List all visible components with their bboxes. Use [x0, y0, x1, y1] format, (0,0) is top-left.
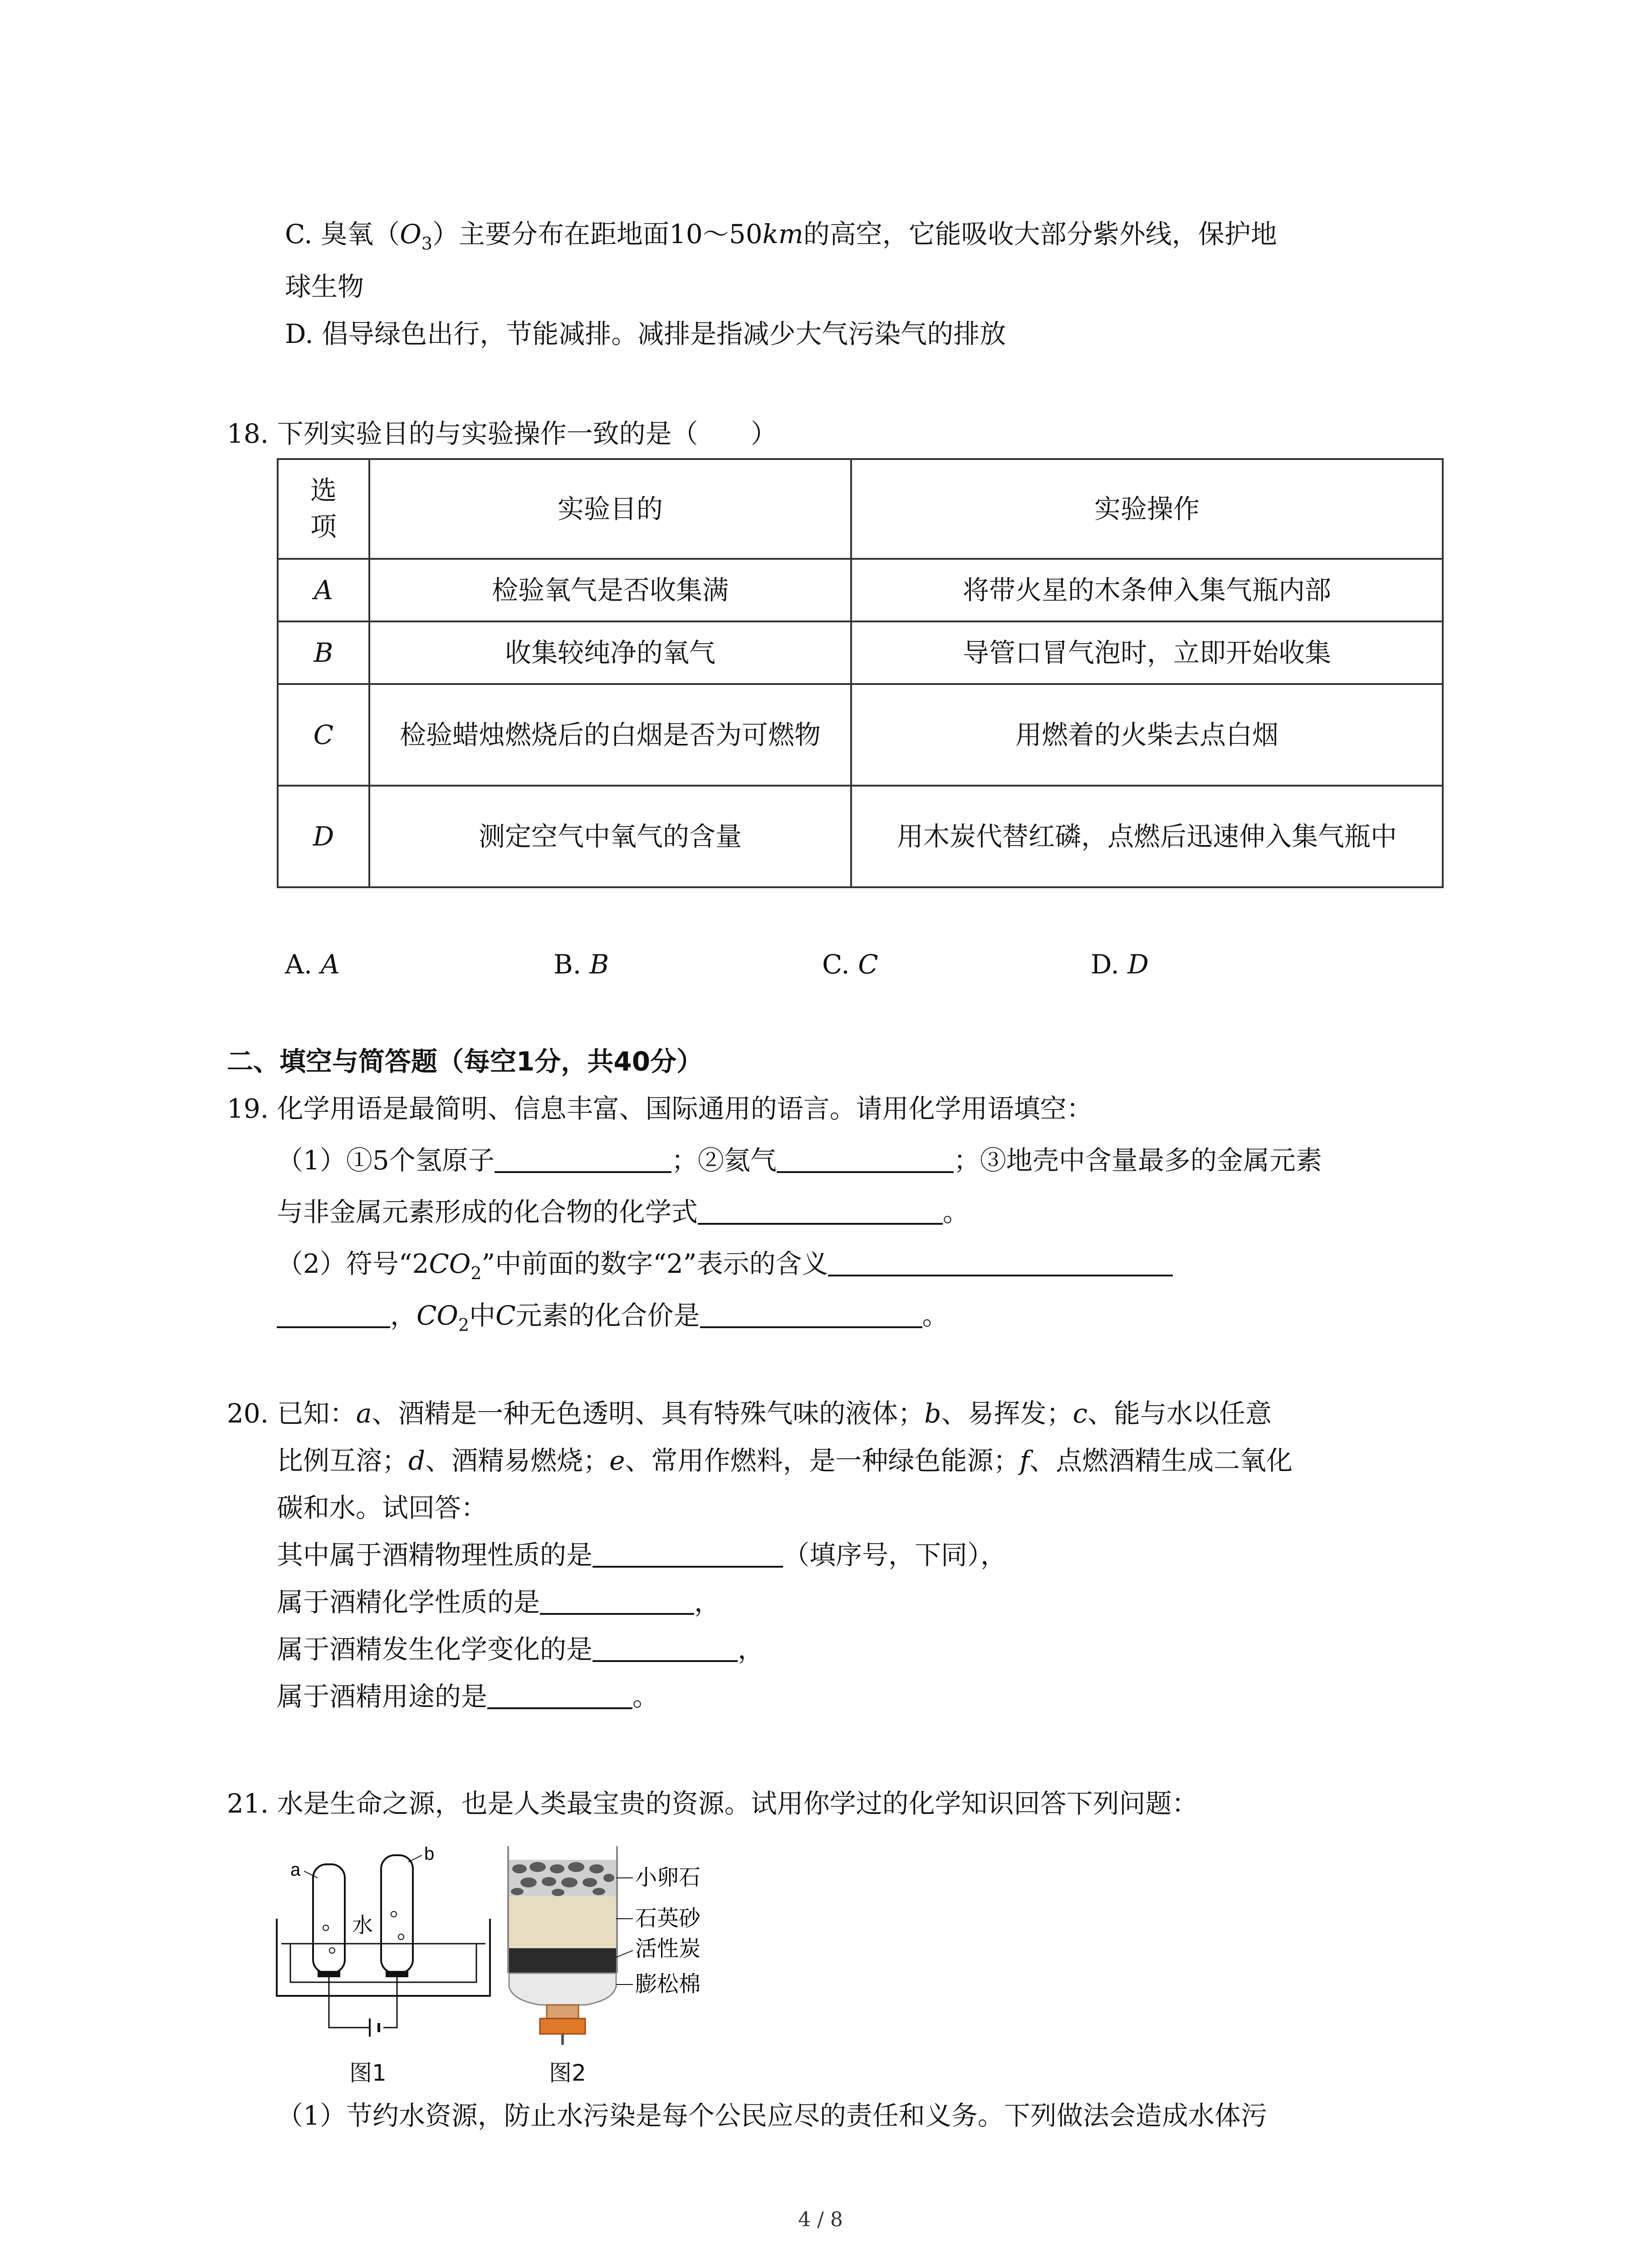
text: f [1019, 1445, 1029, 1476]
row-purpose: 测定空气中氧气的含量 [369, 786, 851, 887]
label-b: b [424, 1846, 435, 1864]
leader-line [408, 1855, 422, 1862]
text: 其中属于酒精物理性质的是 [277, 1540, 593, 1570]
text: ”中前面的数字“2”表示的含义 [481, 1248, 828, 1279]
row-purpose: 检验氧气是否收集满 [369, 559, 851, 621]
text: 中 [469, 1300, 496, 1331]
row-purpose: 收集较纯净的氧气 [369, 621, 851, 684]
answer-blank[interactable] [698, 1198, 943, 1225]
sand-layer [509, 1896, 616, 1948]
text: 、点燃酒精生成二氧化 [1029, 1445, 1293, 1476]
label-pebbles: 小卵石 [635, 1866, 701, 1890]
text: 、酒精易燃烧； [425, 1445, 610, 1476]
row-purpose: 检验蜡烛燃烧后的白烟是否为可燃物 [369, 684, 851, 786]
answer-blank[interactable] [777, 1147, 954, 1173]
carbon-layer [509, 1948, 616, 1973]
answer-blank[interactable] [828, 1250, 1173, 1276]
row-operation: 用木炭代替红磷，点燃后迅速伸入集气瓶中 [851, 786, 1443, 887]
q20-line5 [277, 1586, 720, 1618]
text: 、易挥发； [941, 1398, 1073, 1429]
text: ， [694, 1587, 721, 1618]
row-operation: 将带火星的木条伸入集气瓶内部 [851, 559, 1443, 621]
text: 与非金属元素形成的化合物的化学式 [277, 1197, 698, 1227]
label-a: a [290, 1860, 301, 1880]
cotton-layer [509, 1973, 616, 2005]
row-operation: 导管口冒气泡时，立即开始收集 [851, 621, 1443, 684]
text: 、常用作燃料，是一种绿色能源； [625, 1445, 1020, 1476]
text: 。 [943, 1197, 970, 1227]
table-row [278, 684, 1443, 786]
q20-line1 [227, 1397, 1272, 1430]
q20-line6 [277, 1633, 764, 1666]
text: （1）①5个氢原子 [277, 1145, 495, 1176]
text: B. [554, 949, 582, 980]
header-purpose: 实验目的 [369, 459, 851, 559]
bubble [391, 1911, 397, 1917]
q19-part1-line2 [277, 1196, 969, 1228]
bottle-cap [547, 2005, 578, 2019]
bubble [323, 1925, 328, 1931]
q19-part1-line1 [277, 1144, 1322, 1177]
text: km [762, 219, 803, 249]
text: 的高空，它能吸收大部分紫外线，保护地 [803, 219, 1277, 249]
table-header-row [278, 459, 1443, 559]
bubble [398, 1934, 404, 1940]
q19-part2-line2 [277, 1299, 949, 1341]
q17-option-c-line1 [285, 218, 1277, 260]
answer-blank[interactable] [540, 1589, 694, 1615]
text: ， [390, 1300, 417, 1331]
q18-choice-b[interactable] [554, 948, 609, 981]
row-option: B [278, 621, 369, 684]
text: B [589, 949, 609, 980]
header-option [278, 459, 369, 559]
text: ；②氦气 [671, 1145, 777, 1176]
text: 属于酒精发生化学变化的是 [277, 1634, 593, 1665]
text: ；③地壳中含量最多的金属元素 [953, 1145, 1322, 1176]
text: C [495, 1300, 516, 1331]
text: a [356, 1398, 372, 1429]
tube-a [313, 1864, 345, 1973]
text: 属于酒精化学性质的是 [277, 1587, 540, 1618]
electrolysis-figure [272, 1846, 499, 2046]
table-row [278, 621, 1443, 684]
text: b [924, 1398, 941, 1429]
row-option: A [278, 559, 369, 621]
text: D [1127, 949, 1149, 980]
text: C. [822, 949, 850, 980]
water-label: 水 [352, 1913, 373, 1937]
row-option: D [278, 786, 369, 887]
text: D. [1091, 949, 1119, 980]
text: e [609, 1445, 625, 1476]
text: 比例互溶； [277, 1445, 409, 1476]
q18-choice-d[interactable] [1091, 948, 1149, 981]
basin-outline [277, 1919, 490, 1996]
page-number: 4 / 8 [798, 2208, 843, 2231]
bubble [329, 1948, 335, 1953]
text: c [1073, 1398, 1087, 1429]
answer-blank[interactable] [700, 1302, 922, 1328]
text: （填序号，下同）， [783, 1540, 1007, 1570]
electrode [386, 1971, 408, 1977]
label-carbon: 活性炭 [635, 1937, 701, 1961]
table-row [278, 559, 1443, 621]
q18-table [277, 458, 1444, 888]
text: CO [416, 1300, 458, 1331]
section-title: 二、填空与简答题（每空1分，共40分） [227, 1046, 703, 1077]
q17-option-c-line2: 球生物 [285, 271, 364, 302]
text: A. [285, 949, 313, 980]
text: 元素的化合价是 [515, 1300, 700, 1331]
text: d [408, 1445, 426, 1476]
text: ）主要分布在距地面10～50 [432, 219, 763, 249]
text: 选项 [310, 475, 337, 542]
answer-blank[interactable] [593, 1541, 783, 1568]
answer-blank[interactable] [495, 1147, 671, 1173]
q17-option-d: D. 倡导绿色出行，节能减排。减排是指减少大气污染气的排放 [285, 318, 1006, 349]
table-row [278, 786, 1443, 887]
electrode [318, 1971, 340, 1977]
bottle-stopper [540, 2019, 585, 2034]
leader-line [304, 1871, 318, 1878]
q20-line4 [277, 1539, 1007, 1571]
q21-part1: （1）节约水资源，防止水污染是每个公民应尽的责任和义务。下列做法会造成水体污 [277, 2100, 1267, 2131]
text: 20. 已知： [227, 1398, 356, 1429]
leader-line [616, 1950, 633, 1957]
q20-line2 [277, 1444, 1293, 1477]
text: 属于酒精用途的是 [277, 1681, 488, 1712]
q20-line3: 碳和水。试回答： [277, 1492, 488, 1523]
subscript: 2 [470, 1263, 482, 1283]
wire [329, 1977, 370, 2028]
text: CO [429, 1248, 471, 1279]
q18-choice-c[interactable] [822, 948, 878, 981]
wire [383, 1977, 397, 2028]
text: A [320, 949, 340, 980]
text: C [858, 949, 878, 980]
figure2-caption: 图2 [549, 2060, 586, 2086]
text: 、能与水以任意 [1087, 1398, 1272, 1429]
q18-choice-a[interactable] [285, 948, 340, 981]
text: O [400, 219, 421, 249]
text: ， [738, 1634, 764, 1665]
text: 。 [922, 1300, 949, 1331]
label-cotton: 膨松棉 [635, 1972, 701, 1996]
figure1-caption: 图1 [349, 2060, 387, 2086]
water-filter-figure [504, 1837, 758, 2046]
answer-blank[interactable] [277, 1302, 390, 1328]
q20-line7 [277, 1680, 659, 1713]
text: C. 臭氧（ [285, 219, 400, 249]
q21-stem: 21. 水是生命之源，也是人类最宝贵的资源。试用你学过的化学知识回答下列问题： [227, 1788, 1198, 1819]
row-operation: 用燃着的火柴去点白烟 [851, 684, 1443, 786]
text: 。 [632, 1681, 659, 1712]
text: 、酒精是一种无色透明、具有特殊气味的液体； [372, 1398, 925, 1429]
q19-stem: 19. 化学用语是最简明、信息丰富、国际通用的语言。请用化学用语填空： [227, 1093, 1093, 1124]
row-option: C [278, 684, 369, 786]
q19-part2-line1 [277, 1247, 1173, 1290]
subscript: 3 [421, 234, 432, 254]
text: （2）符号“2 [277, 1248, 429, 1279]
answer-blank[interactable] [593, 1636, 738, 1662]
label-sand: 石英砂 [635, 1906, 701, 1931]
answer-blank[interactable] [487, 1683, 632, 1709]
q18-stem: 18. 下列实验目的与实验操作一致的是（ ） [227, 418, 777, 449]
subscript: 2 [458, 1315, 470, 1335]
header-operation: 实验操作 [851, 459, 1443, 559]
